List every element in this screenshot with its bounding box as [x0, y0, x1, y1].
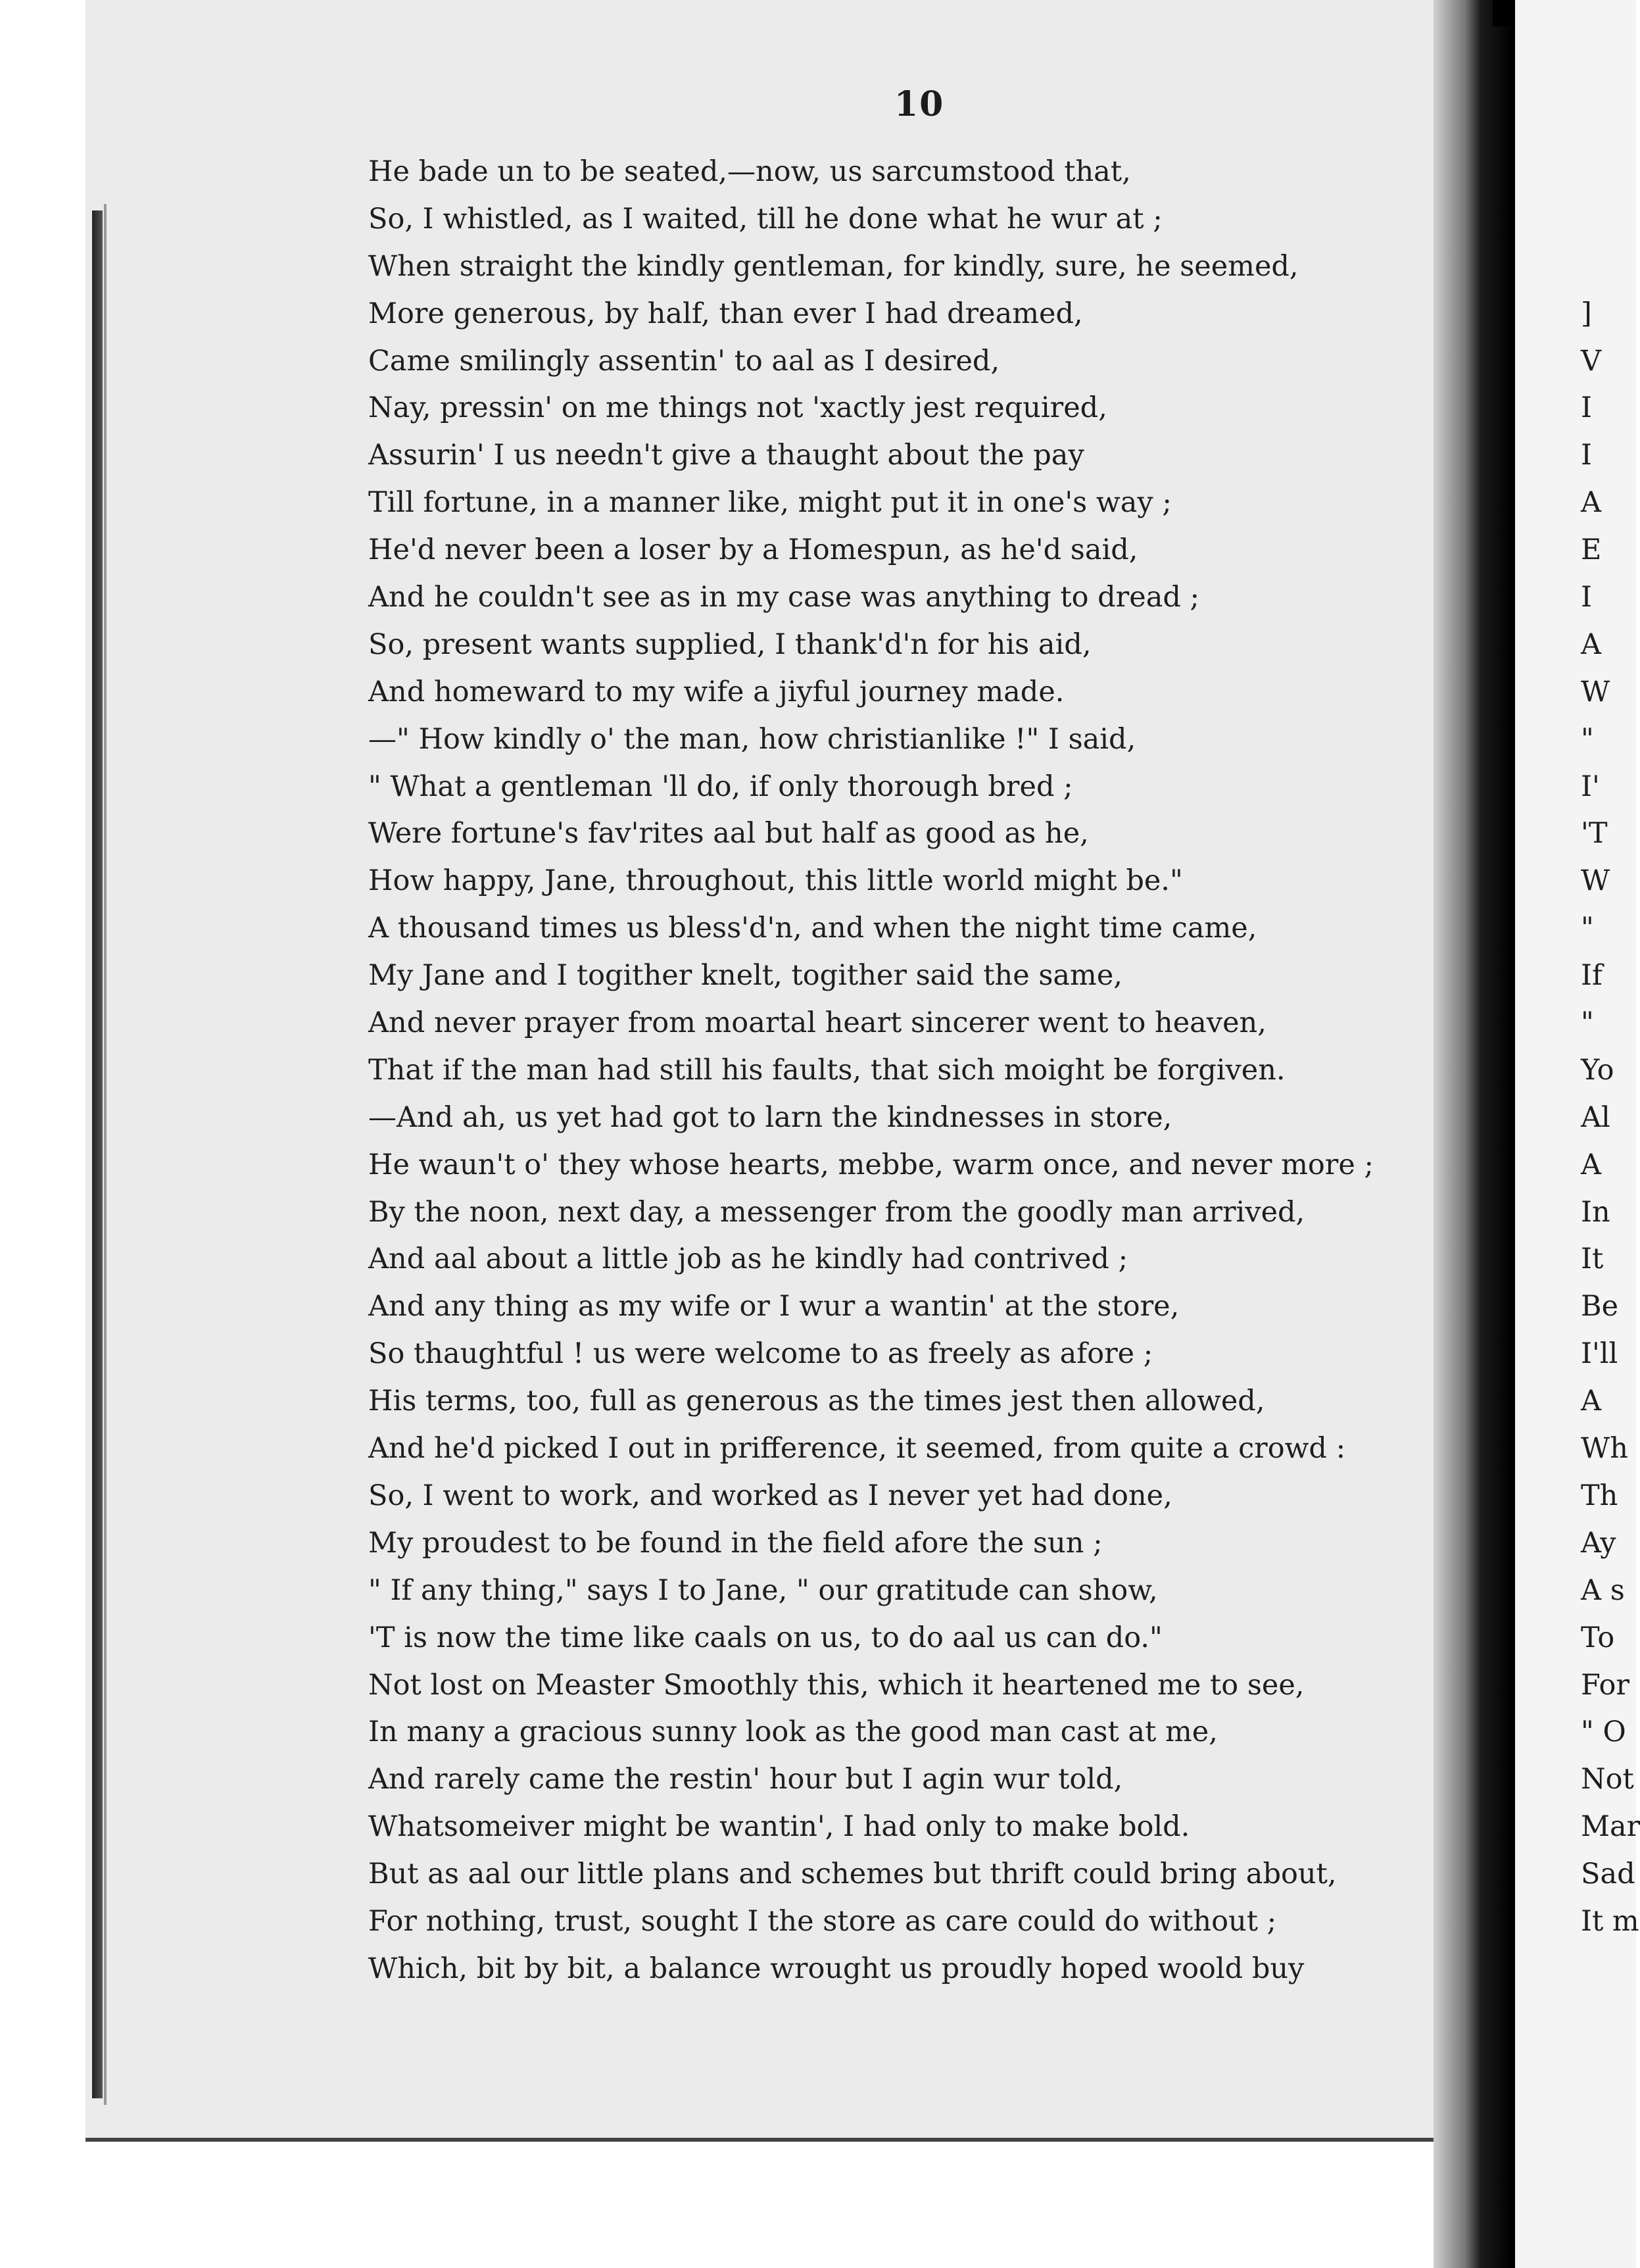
poem-line: Not lost on Measter Smoothly this, which it heartened me to see, [368, 1668, 1305, 1702]
facing-line: A [1581, 628, 1602, 661]
facing-line: W [1581, 864, 1610, 898]
poem-line: He'd never been a loser by a Homespun, as he'd said, [368, 533, 1138, 567]
poem-line: Till fortune, in a manner like, might put it in one's way ; [368, 486, 1172, 520]
poem-line: Nay, pressin' on me things not 'xactly jest required, [368, 391, 1107, 425]
poem-line: He bade un to be seated,—now, us sarcumstood that, [368, 155, 1131, 188]
facing-line: Be [1581, 1290, 1619, 1323]
poem-text [368, 149, 1374, 1993]
poem-line: That if the man had still his faults, that sich moight be forgiven. [368, 1053, 1286, 1087]
poem-line: So, present wants supplied, I thank'd'n for his aid, [368, 628, 1092, 661]
facing-line [1581, 196, 1640, 243]
facing-line: For [1581, 1668, 1629, 1702]
poem-line: So, I whistled, as I waited, till he done what he wur at ; [368, 202, 1163, 235]
facing-line: It [1581, 1243, 1604, 1276]
facing-line: Mar [1581, 1810, 1640, 1844]
poem-line: More generous, by half, than ever I had dreamed, [368, 297, 1083, 330]
facing-line: Not [1581, 1763, 1634, 1796]
facing-page-text [1581, 149, 1640, 1993]
poem-line: " What a gentleman 'll do, if only thorough bred ; [368, 770, 1073, 803]
poem-line: Assurin' I us needn't give a thaught about the pay [368, 439, 1084, 472]
facing-line: Sad [1581, 1858, 1635, 1891]
poem-line: His terms, too, full as generous as the times jest then allowed, [368, 1385, 1265, 1418]
facing-line: I' [1581, 770, 1600, 803]
facing-line: If [1581, 959, 1603, 993]
facing-line: Wh [1581, 1432, 1628, 1466]
poem-line: " If any thing," says I to Jane, " our gratitude can show, [368, 1573, 1158, 1607]
poem-line: Which, bit by bit, a balance wrought us proudly hoped woold buy [368, 1952, 1305, 1985]
facing-line: I'll [1581, 1337, 1618, 1371]
poem-line: For nothing, trust, sought I the store as care could do without ; [368, 1904, 1277, 1938]
poem-line: Were fortune's fav'rites aal but half as good as he, [368, 817, 1089, 851]
book-gutter [1434, 0, 1512, 2268]
poem-line: My Jane and I togither knelt, togither said the same, [368, 959, 1122, 993]
poem-line: And any thing as my wife or I wur a wantin' at the store, [368, 1290, 1180, 1323]
facing-line [1581, 1946, 1640, 1993]
poem-line: And rarely came the restin' hour but I agin wur told, [368, 1763, 1123, 1796]
facing-line: In [1581, 1195, 1610, 1229]
facing-line: I [1581, 439, 1592, 472]
poem-line: —" How kindly o' the man, how christianlike !" I said, [368, 722, 1136, 756]
poem-line: When straight the kindly gentleman, for kindly, sure, he seemed, [368, 249, 1299, 283]
facing-line [1581, 243, 1640, 291]
poem-line: And he'd picked I out in prifference, it seemed, from quite a crowd : [368, 1432, 1346, 1466]
facing-line: To [1581, 1621, 1615, 1654]
facing-line: " [1581, 912, 1594, 945]
facing-line: Ay [1581, 1526, 1616, 1560]
facing-line: E [1581, 533, 1602, 567]
poem-line: And he couldn't see as in my case was anything to dread ; [368, 581, 1200, 614]
facing-line: A [1581, 1148, 1602, 1181]
facing-line: " O [1581, 1715, 1626, 1749]
facing-line: " [1581, 722, 1594, 756]
poem-line: So, I went to work, and worked as I never yet had done, [368, 1479, 1172, 1512]
poem-line: And aal about a little job as he kindly had contrived ; [368, 1243, 1128, 1276]
facing-line: W [1581, 675, 1610, 708]
facing-line: A [1581, 1385, 1602, 1418]
facing-line: Yo [1581, 1053, 1614, 1087]
facing-line: It m [1581, 1904, 1639, 1938]
facing-line: Th [1581, 1479, 1618, 1512]
poem-line: And never prayer from moartal heart sincerer went to heaven, [368, 1006, 1266, 1040]
facing-line: ] [1581, 297, 1592, 330]
facing-line: Al [1581, 1100, 1610, 1134]
poem-line: A thousand times us bless'd'n, and when the night time came, [368, 912, 1257, 945]
poem-line: 'T is now the time like caals on us, to do aal us can do." [368, 1621, 1163, 1654]
facing-line: V [1581, 344, 1602, 378]
page-edge-shadow [92, 210, 103, 2098]
facing-line: A s [1581, 1573, 1625, 1607]
page-number: 10 [894, 84, 945, 124]
facing-line: 'T [1581, 817, 1608, 851]
facing-line: I [1581, 391, 1592, 425]
facing-line: A [1581, 486, 1602, 520]
poem-line: —And ah, us yet had got to larn the kindnesses in store, [368, 1100, 1172, 1134]
page-edge-line [104, 204, 107, 2105]
poem-line: How happy, Jane, throughout, this little world might be." [368, 864, 1183, 898]
poem-line: My proudest to be found in the field afore the sun ; [368, 1526, 1103, 1560]
poem-line: By the noon, next day, a messenger from the goodly man arrived, [368, 1195, 1305, 1229]
poem-line: Came smilingly assentin' to aal as I desired, [368, 344, 1000, 378]
poem-line: But as aal our little plans and schemes but thrift could bring about, [368, 1858, 1337, 1891]
poem-line: So thaughtful ! us were welcome to as freely as afore ; [368, 1337, 1153, 1371]
facing-line [1581, 149, 1640, 196]
poem-line: And homeward to my wife a jiyful journey made. [368, 675, 1065, 708]
poem-line: He waun't o' they whose hearts, mebbe, warm once, and never more ; [368, 1148, 1374, 1181]
facing-line: " [1581, 1006, 1594, 1040]
poem-line: In many a gracious sunny look as the good man cast at me, [368, 1715, 1218, 1749]
poem-line: Whatsomeiver might be wantin', I had only to make bold. [368, 1810, 1190, 1844]
facing-line: I [1581, 581, 1592, 614]
